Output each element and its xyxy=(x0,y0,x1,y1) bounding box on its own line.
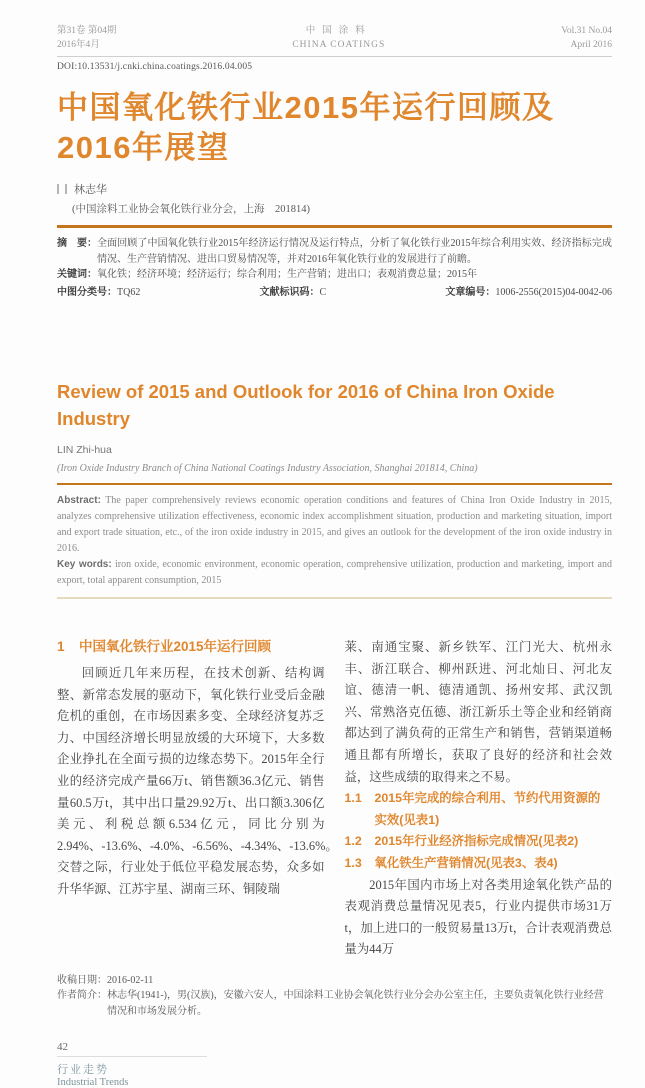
keywords-label-en: Key words: xyxy=(57,559,112,570)
abstract-bottom-divider xyxy=(57,597,612,599)
subsection-1-3-heading: 1.3 氧化铁生产营销情况(见表3、表4) xyxy=(344,855,558,870)
article-id: 文章编号：1006-2556(2015)04-0042-06 xyxy=(445,286,612,298)
header-vol-info xyxy=(561,24,612,52)
abstract-row-cn xyxy=(57,236,612,267)
page-number: 42 xyxy=(57,1041,68,1054)
journal-header xyxy=(57,24,612,52)
volume-issue-en: Vol.31 No.04 xyxy=(561,26,612,36)
header-divider xyxy=(57,56,612,57)
author-marker-icon xyxy=(57,184,67,194)
article-title-cn-line1: 中国氧化铁行业2015年运行回顾及 xyxy=(57,90,555,125)
title-divider xyxy=(57,225,612,228)
subsection-1-1-heading: 1.1 2015年完成的综合利用、节约代用资源的实效(见表1) xyxy=(344,791,601,827)
abstract-label-cn: 摘 要： xyxy=(57,238,97,249)
article-body xyxy=(57,637,612,961)
volume-issue: 第31卷 第04期 xyxy=(57,26,117,36)
english-title-divider xyxy=(57,483,612,485)
body-column-left xyxy=(57,637,338,961)
author-bio-row xyxy=(57,988,612,1019)
article-title-cn-line2: 2016年展望 xyxy=(57,130,230,165)
keywords-label-cn: 关键词： xyxy=(57,269,97,280)
section-1-heading xyxy=(57,637,325,657)
section-1-number: 1 xyxy=(57,639,65,654)
abstract-text-en: The paper comprehensively reviews economic operation conditions and features of China Iron Oxide Industry in 2015, analyzes comprehensive utilization effectiveness, economic index accomplishment situation, production and marketing situation, import and export trade situation, etc., of the iron oxide industry in 2015, and gives an outlook for the development of the iron oxide industry in 2016. xyxy=(57,495,612,554)
paragraph-right-2: 2015年国内市场上对各类用途氧化铁产品的表观消费总量情况见表5，行业内提供市场31万t，加上进口的一般贸易量13万t，合计表观消费总量为44万 xyxy=(344,877,612,957)
footnote xyxy=(57,973,612,1020)
author-bio-label: 作者简介： xyxy=(57,990,107,1002)
document-code: 文献标识码：C xyxy=(259,286,327,298)
article-title-cn xyxy=(57,88,612,168)
column-name-en: Industrial Trends xyxy=(57,1077,129,1088)
issue-date-en: April 2016 xyxy=(570,40,612,50)
section-1-title: 中国氧化铁行业2015年运行回顾 xyxy=(79,639,272,654)
journal-name-cn: 中国涂料 xyxy=(305,26,372,36)
author-name-en: LIN Zhi-hua xyxy=(57,444,112,456)
body-column-right xyxy=(345,637,613,961)
paragraph-left: 回顾近几年来历程，在技术创新、结构调整、新常态发展的驱动下，氧化铁行业受后金融危机的重创，在市场因素多变、全球经济复苏乏力、中国经济增长明显放缓的大环境下，大多数企业挣扎在全面亏损的边缘态势下。2015年全行业的经济完成产量66万t、销售额36.3亿元、销售量60.5万t，其中出口量29.92万t、出口额3.306亿美元、利税总额6.534亿元，同比分别为2.94%、-13.6%、-4.0%、-6.56%、-4.34%、-13.6%。交替之际，行业处于低位平稳发展态势，众多如升华华源、江苏宇星、湖南三环、铜陵瑞 xyxy=(57,666,338,896)
author-bio: 林志华(1941-)，男(汉族)，安徽六安人，中国涂料工业协会氧化铁行业分会办公室主任，主要负责氧化铁行业经营情况和市场发展分析。 xyxy=(107,990,604,1017)
paragraph-right-continuation: 莱、南通宝聚、新乡铁军、江门光大、杭州永丰、浙江联合、柳州跃进、河北灿日、河北友谊、德清一帆、德清通凯、扬州安邦、武汉凯兴、常熟洛克伍德、浙江新乐土等企业和经销商都达到了满负荷的正常生产和销售，营销渠道畅通且都有所增长，获取了良好的经济和社会效益，这些成绩的取得来之不易。 xyxy=(344,640,612,784)
affiliation-en: (Iron Oxide Industry Branch of China National Coatings Industry Association, Shanghai 201814, China) xyxy=(57,463,478,474)
doi: DOI:10.13531/j.cnki.china.coatings.2016.04.005 xyxy=(57,62,253,72)
received-date-row xyxy=(57,973,612,989)
affiliation-cn: (中国涂料工业协会氧化铁行业分会，上海 201814) xyxy=(72,204,310,215)
received-date-label: 收稿日期： xyxy=(57,974,107,986)
keywords-text-cn: 氧化铁；经济环境；经济运行；综合利用；生产营销；进出口；表观消费总量；2015年 xyxy=(97,269,477,280)
keywords-row-cn xyxy=(57,267,612,283)
article-meta-row xyxy=(57,285,612,301)
subsection-1-2-heading: 1.2 2015年行业经济指标完成情况(见表2) xyxy=(344,834,579,849)
issue-date-cn: 2016年4月 xyxy=(57,40,100,50)
footer-divider xyxy=(57,1056,207,1057)
author-row-cn xyxy=(57,181,612,197)
author-name-cn: 林志华 xyxy=(74,184,107,196)
abstract-block-cn xyxy=(57,236,612,300)
keywords-text-en: iron oxide, economic environment, economic operation, comprehensive utilization, production and marketing, import and export, total apparent consumption, 2015 xyxy=(57,559,612,586)
journal-name-en: CHINA COATINGS xyxy=(292,40,386,50)
journal-name xyxy=(292,24,385,52)
article-title-en: Review of 2015 and Outlook for 2016 of China Iron Oxide Industry xyxy=(57,381,555,429)
received-date: 2016-02-11 xyxy=(107,974,154,986)
page-footer xyxy=(57,1041,612,1088)
abstract-label-en: Abstract: xyxy=(57,495,101,506)
abstract-en xyxy=(57,493,612,557)
clc-number: 中图分类号：TQ62 xyxy=(57,286,141,298)
column-name-cn: 行业走势 xyxy=(57,1064,109,1077)
header-issue-info xyxy=(57,24,116,52)
abstract-text-cn: 全面回顾了中国氧化铁行业2015年经济运行情况及运行特点，分析了氧化铁行业2015年综合利用实效、经济指标完成情况、生产营销情况、进出口贸易情况等，并对2016年氧化铁行业的发展进行了前瞻。 xyxy=(97,238,612,265)
keywords-en xyxy=(57,557,612,589)
